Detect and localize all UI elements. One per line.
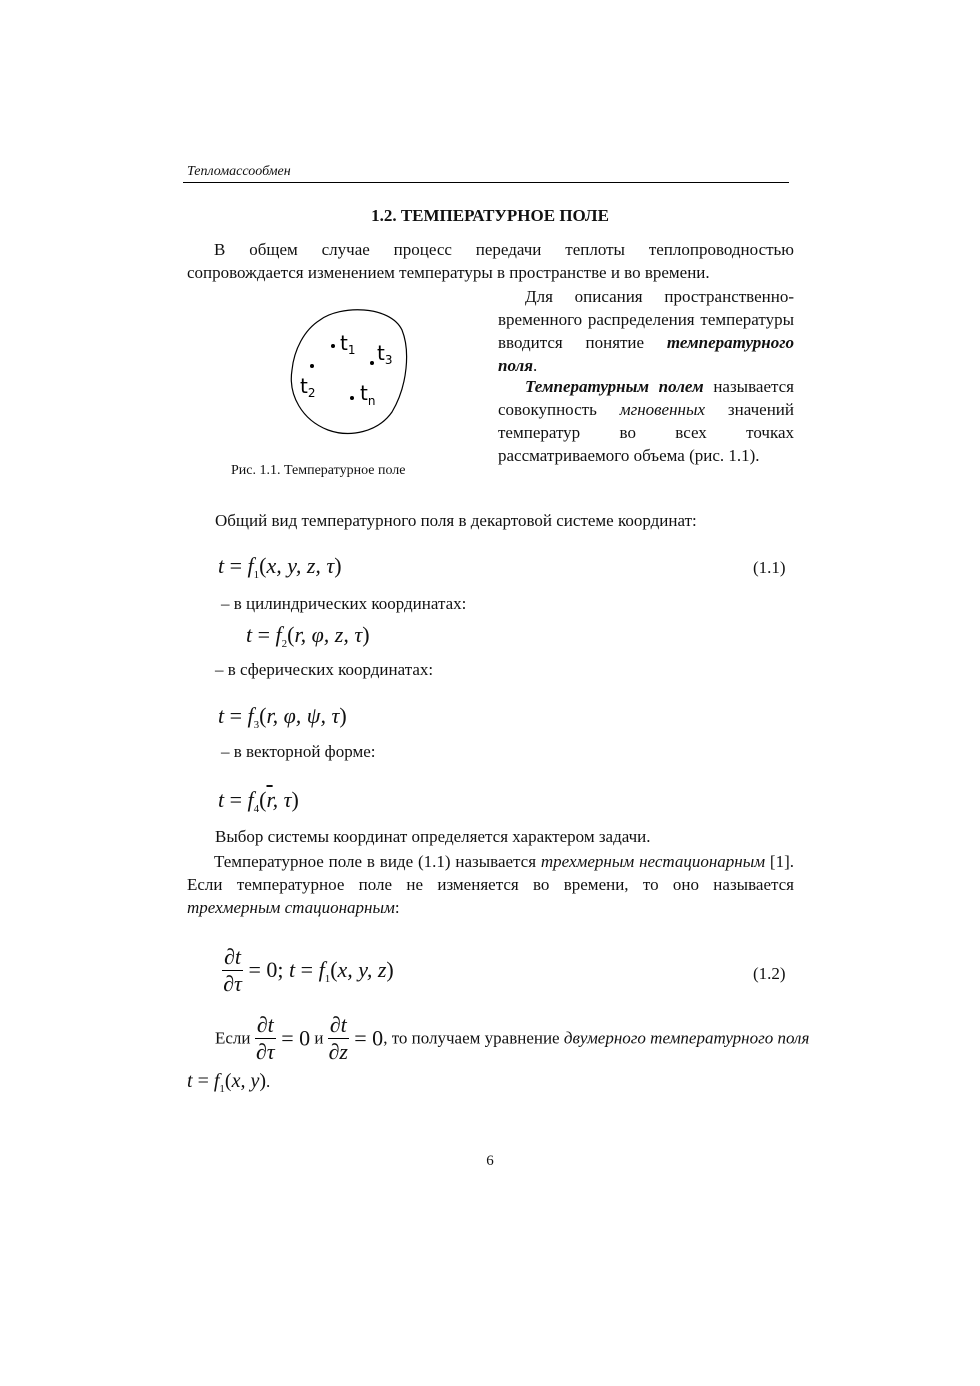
point-t3-dot [370, 361, 374, 365]
point-t1-dot [331, 344, 335, 348]
field-boundary [291, 310, 406, 434]
running-head: Тепломассообмен [187, 164, 291, 179]
vector-text: – в векторной форме: [221, 742, 376, 761]
description-paragraph: Для описания пространственно-временного распределения температуры вводится понятие температурного поля. [498, 287, 794, 375]
point-tn-label: $t_n$ [360, 381, 376, 408]
definition-paragraph: Температурным полем называется совокупность мгновенных значений температур во всех точках рассматриваемого объема (рис. 1.1). [498, 377, 794, 465]
fraction-dt-dtau: $\frac{\partial t}{\partial\tau}$ [255, 1012, 275, 1064]
equation-spherical: $t = f_3(r$, φ, ψ, τ) [218, 703, 347, 731]
equation-1-2-number: (1.2) [753, 964, 786, 983]
two-dimensional-line: Если $\frac{\partial t}{\partial\tau}$ = 0 и $\frac{\partial t}{\partial z}$ = 0, то получаем уравнение двумерного температурного поля [215, 1012, 810, 1064]
spherical-text: – в сферических координатах: [215, 660, 434, 679]
fraction-dt-dz: $\frac{\partial t}{\partial z}$ [328, 1012, 348, 1064]
point-t2-dot [310, 364, 314, 368]
point-t3-label: $t_3$ [377, 341, 393, 367]
equation-vector: $t = f_4(\overline{r}$, τ) [218, 787, 299, 815]
nonstationary-paragraph: Температурное поле в виде (1.1) называется трехмерным нестационарным [1]. Если температурное поле не изменяется во времени, то оно называется трехмерным стационарным: [187, 852, 795, 917]
page-number: 6 [486, 1153, 494, 1169]
equation-cylindrical: $t = f_2(r$, φ, z, τ) [246, 622, 370, 650]
general-form-text: Общий вид температурного поля в декартовой системе координат: [215, 511, 697, 530]
equation-1-1: $t = f_1(x$, y, z, τ) [218, 553, 342, 581]
cylindrical-text: – в цилиндрических координатах: [221, 594, 467, 613]
point-tn-dot [350, 396, 354, 400]
point-t1-label: $t_1$ [340, 331, 356, 357]
header-rule [183, 182, 789, 183]
temperature-field-figure [280, 300, 420, 450]
two-dimensional-equation-line: $t = f_1(x$, y). [187, 1070, 271, 1095]
choice-text: Выбор системы координат определяется характером задачи. [215, 827, 651, 846]
section-title: 1.2. ТЕМПЕРАТУРНОЕ ПОЛЕ [371, 206, 609, 225]
point-t2-label: $t_2$ [300, 374, 316, 400]
equation-1-2: $\frac{\partial t}{\partial\tau}$ = 0; $t = f_1(x$, y, z) [223, 944, 394, 996]
equation-1-1-number: (1.1) [753, 558, 786, 577]
intro-paragraph: В общем случае процесс передачи теплоты теплопроводностью сопровождается изменением температуры в пространстве и во времени. [187, 240, 794, 282]
figure-caption: Рис. 1.1. Температурное поле [231, 463, 406, 478]
